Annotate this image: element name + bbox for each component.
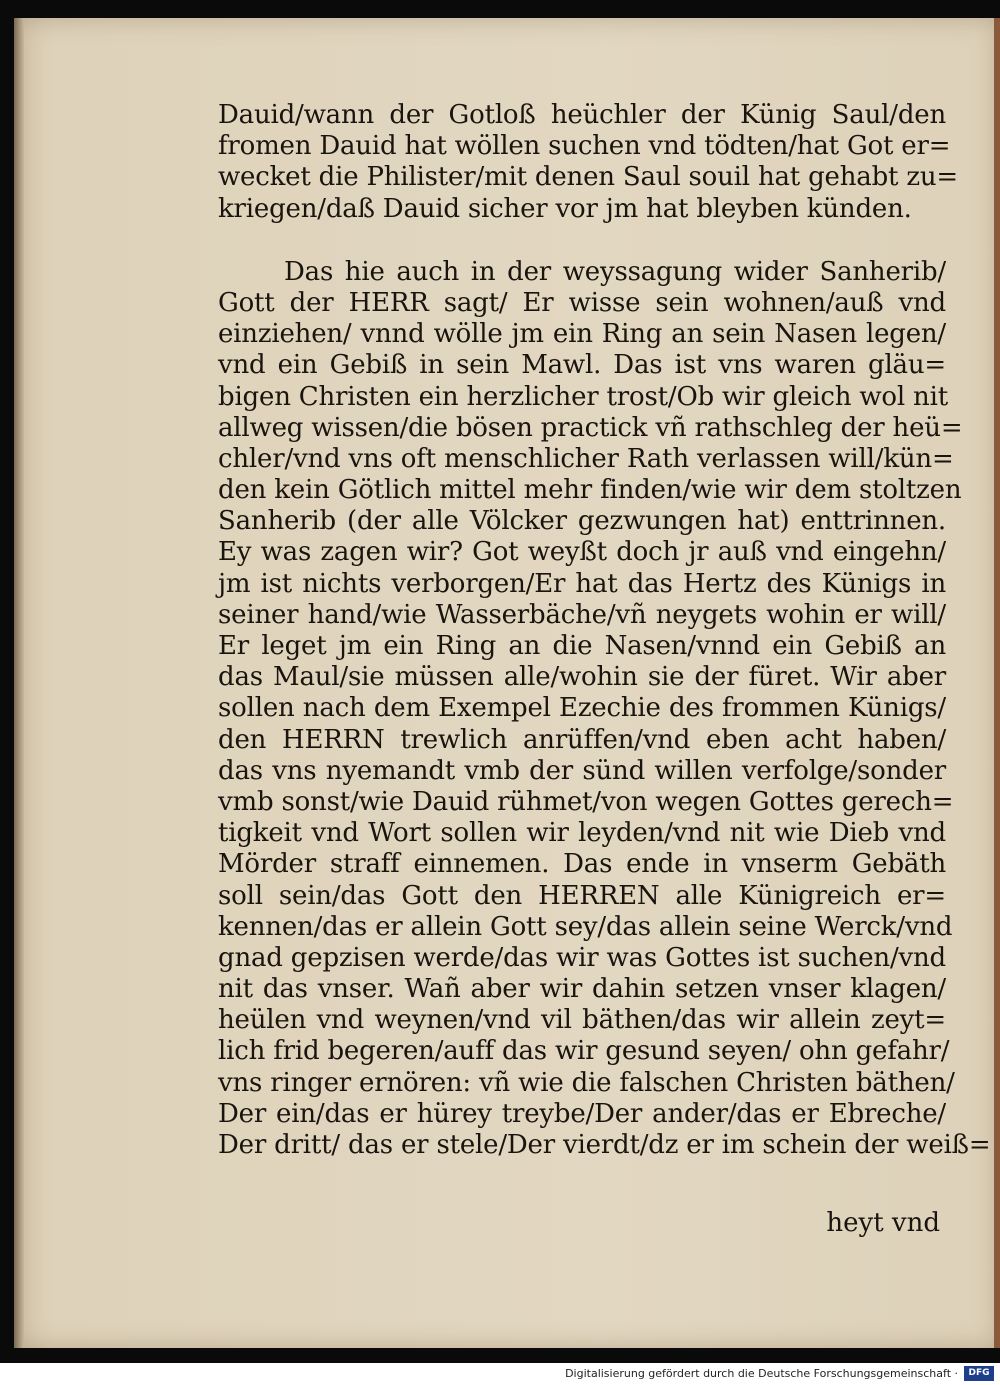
text-line: jm ist nichts verborgen/Er hat das Hertz des Künigs in bbox=[218, 568, 946, 599]
paragraph-2 bbox=[218, 256, 991, 1161]
text-line: Der ein/das er hürey treybe/Der ander/das er Ebreche/ bbox=[218, 1098, 946, 1129]
funding-credit: Digitalisierung gefördert durch die Deutsche Forschungsgemeinschaft · bbox=[565, 1367, 958, 1380]
text-line: wecket die Philister/mit denen Saul souil hat gehabt zu= bbox=[218, 162, 958, 193]
text-line: Das hie auch in der weyssagung wider Sanherib/ bbox=[284, 256, 946, 287]
paragraph-1 bbox=[218, 100, 958, 225]
text-line: Gott der HERR sagt/ Er wisse sein wohnen/auß vnd bbox=[218, 287, 946, 318]
text-line: bigen Christen ein herzlicher trost/Ob wir gleich wol nit bbox=[218, 381, 948, 412]
text-line: chler/vnd vns oft menschlicher Rath verlassen will/kün= bbox=[218, 443, 954, 474]
text-line: Sanherib (der alle Völcker gezwungen hat) enttrinnen. bbox=[218, 506, 946, 537]
text-line: den kein Götlich mittel mehr finden/wie wir dem stoltzen bbox=[218, 475, 962, 506]
text-line: Der dritt/ das er stele/Der vierdt/dz er im schein der weiß= bbox=[218, 1130, 991, 1160]
text-line: gnad gepzisen werde/das wir was Gottes ist suchen/vnd bbox=[218, 942, 946, 973]
page-edge bbox=[14, 18, 24, 1348]
binding-edge bbox=[994, 18, 1000, 1348]
text-line: den HERRN trewlich anrüffen/vnd eben acht haben/ bbox=[218, 724, 946, 755]
page-text bbox=[218, 100, 991, 1161]
text-line: vns ringer ernören: vñ wie die falschen Christen bäthen/ bbox=[218, 1067, 955, 1098]
text-line: Dauid/wann der Gotloß heüchler der Künig Saul/den bbox=[218, 100, 946, 130]
text-line: kennen/das er allein Gott sey/das allein seine Werck/vnd bbox=[218, 911, 953, 942]
catchword: heyt vnd bbox=[826, 1208, 940, 1238]
text-line: Ey was zagen wir? Got weyßt doch jr auß vnd eingehn/ bbox=[218, 537, 946, 568]
text-line: nit das vnser. Wañ aber wir dahin setzen vnser klagen/ bbox=[218, 974, 946, 1005]
text-line: Mörder straff einnemen. Das ende in vnserm Gebäth bbox=[218, 849, 946, 880]
footer-bar bbox=[0, 1363, 1000, 1385]
text-line: sollen nach dem Exempel Ezechie des frommen Künigs/ bbox=[218, 693, 946, 724]
text-line: das vns nyemandt vmb der sünd willen verfolge/sonder bbox=[218, 755, 946, 786]
dfg-logo: DFG bbox=[964, 1366, 994, 1381]
text-line: Er leget jm ein Ring an die Nasen/vnnd ein Gebiß an bbox=[218, 631, 946, 661]
text-line: einziehen/ vnnd wölle jm ein Ring an sein Nasen legen/ bbox=[218, 319, 946, 350]
text-line: fromen Dauid hat wöllen suchen vnd tödten/hat Got er= bbox=[218, 131, 951, 162]
text-line: allweg wissen/die bösen practick vñ rathschleg der heü= bbox=[218, 412, 963, 443]
text-line: seiner hand/wie Wasserbäche/vñ neygets wohin er will/ bbox=[218, 599, 946, 630]
text-line: das Maul/sie müssen alle/wohin sie der füret. Wir aber bbox=[218, 662, 946, 693]
text-line: soll sein/das Gott den HERREN alle Künigreich er= bbox=[218, 880, 946, 911]
text-line: heülen vnd weynen/vnd vil bäthen/das wir allein zeyt= bbox=[218, 1005, 946, 1036]
text-line: vnd ein Gebiß in sein Mawl. Das ist vns waren gläu= bbox=[218, 350, 946, 381]
text-line: lich frid begeren/auff das wir gesund seyen/ ohn gefahr/ bbox=[218, 1036, 950, 1067]
text-line: vmb sonst/wie Dauid rühmet/von wegen Gottes gerech= bbox=[218, 786, 954, 817]
text-line: kriegen/daß Dauid sicher vor jm hat bleyben künden. bbox=[218, 193, 912, 224]
text-line: tigkeit vnd Wort sollen wir leyden/vnd nit wie Dieb vnd bbox=[218, 818, 946, 849]
